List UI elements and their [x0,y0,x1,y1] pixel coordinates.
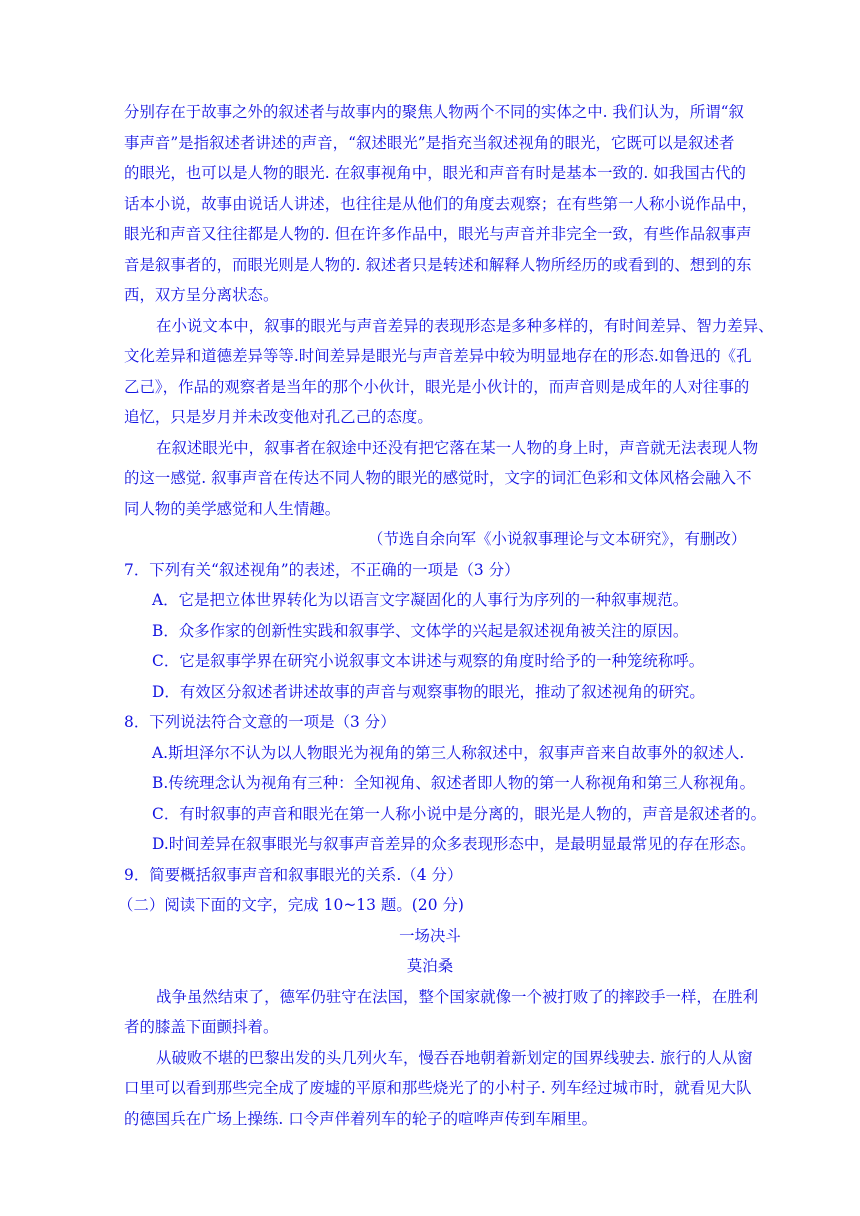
question-7-option-d: D．有效区分叙述者讲述故事的声音与观察事物的眼光，推动了叙述视角的研究。 [152,683,705,701]
question-7-option-c: C．它是叙事学界在研究小说叙事文本讲述与观察的角度时给予的一种笼统称呼。 [152,652,705,670]
paragraph-line: 追忆，只是岁月并未改变他对孔乙己的态度。 [124,408,433,426]
question-8-option-c: C．有时叙事的声音和眼光在第一人称小说中是分离的，眼光是人物的，声音是叙述者的。 [152,805,767,823]
story-title: 一场决斗 [399,927,461,945]
paragraph-line: 音是叙事者的，而眼光则是人物的. 叙述者只是转述和解释人物所经历的或看到的、想到的东 [124,256,752,274]
question-7-option-a: A．它是把立体世界转化为以语言文字凝固化的人事行为序列的一种叙事规范。 [152,591,689,609]
paragraph-line: 口里可以看到那些完全成了废墟的平原和那些烧光了的小村子. 列车经过城市时，就看见大队 [124,1079,752,1097]
question-7-option-b: B．众多作家的创新性实践和叙事学、文体学的兴起是叙述视角被关注的原因。 [152,622,689,640]
paragraph-line: 话本小说，故事由说话人讲述，也往往是从他们的角度去观察；在有些第一人称小说作品中， [124,195,758,213]
question-9-stem: 9．简要概括叙事声音和叙事眼光的关系.（4 分） [124,866,463,884]
paragraph-line: 文化差异和道德差异等等.时间差异是眼光与声音差异中较为明显地存在的形态.如鲁迅的《孔 [124,347,752,365]
question-8-option-b: B.传统理念认为视角有三种：全知视角、叙述者即人物的第一人称视角和第三人称视角。 [152,774,756,792]
paragraph-line: 者的膝盖下面颤抖着。 [124,1018,279,1036]
paragraph-line: 在叙述眼光中，叙事者在叙途中还没有把它落在某一人物的身上时，声音就无法表现人物 [156,439,759,457]
question-8-stem: 8．下列说法符合文意的一项是（3 分） [124,713,396,731]
paragraph-line: 在小说文本中，叙事的眼光与声音差异的表现形态是多种多样的，有时间差异、智力差异、 [156,317,774,335]
question-8-option-d: D.时间差异在叙事眼光与叙事声音差异的众多表现形态中，是最明显最常见的存在形态。 [152,835,756,853]
question-7-stem: 7．下列有关“叙述视角”的表述，不正确的一项是（3 分） [124,561,520,579]
paragraph-line: 事声音”是指叙述者讲述的声音，“叙述眼光”是指充当叙述视角的眼光，它既可以是叙述者 [124,134,735,152]
paragraph-line: 分别存在于故事之外的叙述者与故事内的聚焦人物两个不同的实体之中. 我们认为，所谓“叙 [124,103,744,121]
paragraph-line: 西，双方呈分离状态。 [124,286,279,304]
paragraph-line: 同人物的美学感觉和人生情趣。 [124,500,341,518]
paragraph-line: 从破败不堪的巴黎出发的头几列火车，慢吞吞地朝着新划定的国界线驶去. 旅行的人从窗 [156,1049,753,1067]
paragraph-line: 的德国兵在广场上操练. 口令声伴着列车的轮子的喧哗声传到车厢里。 [124,1110,598,1128]
source-attribution: （节选自余向军《小说叙事理论与文本研究》，有删改） [368,530,747,548]
paragraph-line: 的眼光，也可以是人物的眼光. 在叙事视角中，眼光和声音有时是基本一致的. 如我国古代的 [124,164,746,182]
paragraph-line: 战争虽然结束了，德军仍驻守在法国，整个国家就像一个被打败了的摔跤手一样，在胜利 [156,988,759,1006]
paragraph-line: 的这一感觉. 叙事声音在传达不同人物的眼光的感觉时，文字的词汇色彩和文体风格会融入不 [124,469,752,487]
paragraph-line: 乙己》，作品的观察者是当年的那个小伙计，眼光是小伙计的，而声音则是成年的人对往事的 [124,378,750,396]
paragraph-line: 眼光和声音又往往都是人物的. 但在许多作品中，眼光与声音并非完全一致，有些作品叙事声 [124,225,752,243]
section-heading: （二）阅读下面的文字，完成 10~13 题。(20 分) [118,896,464,914]
story-author: 莫泊桑 [406,957,454,975]
question-8-option-a: A.斯坦泽尔不认为以人物眼光为视角的第三人称叙述中，叙事声音来自故事外的叙述人. [152,744,745,762]
